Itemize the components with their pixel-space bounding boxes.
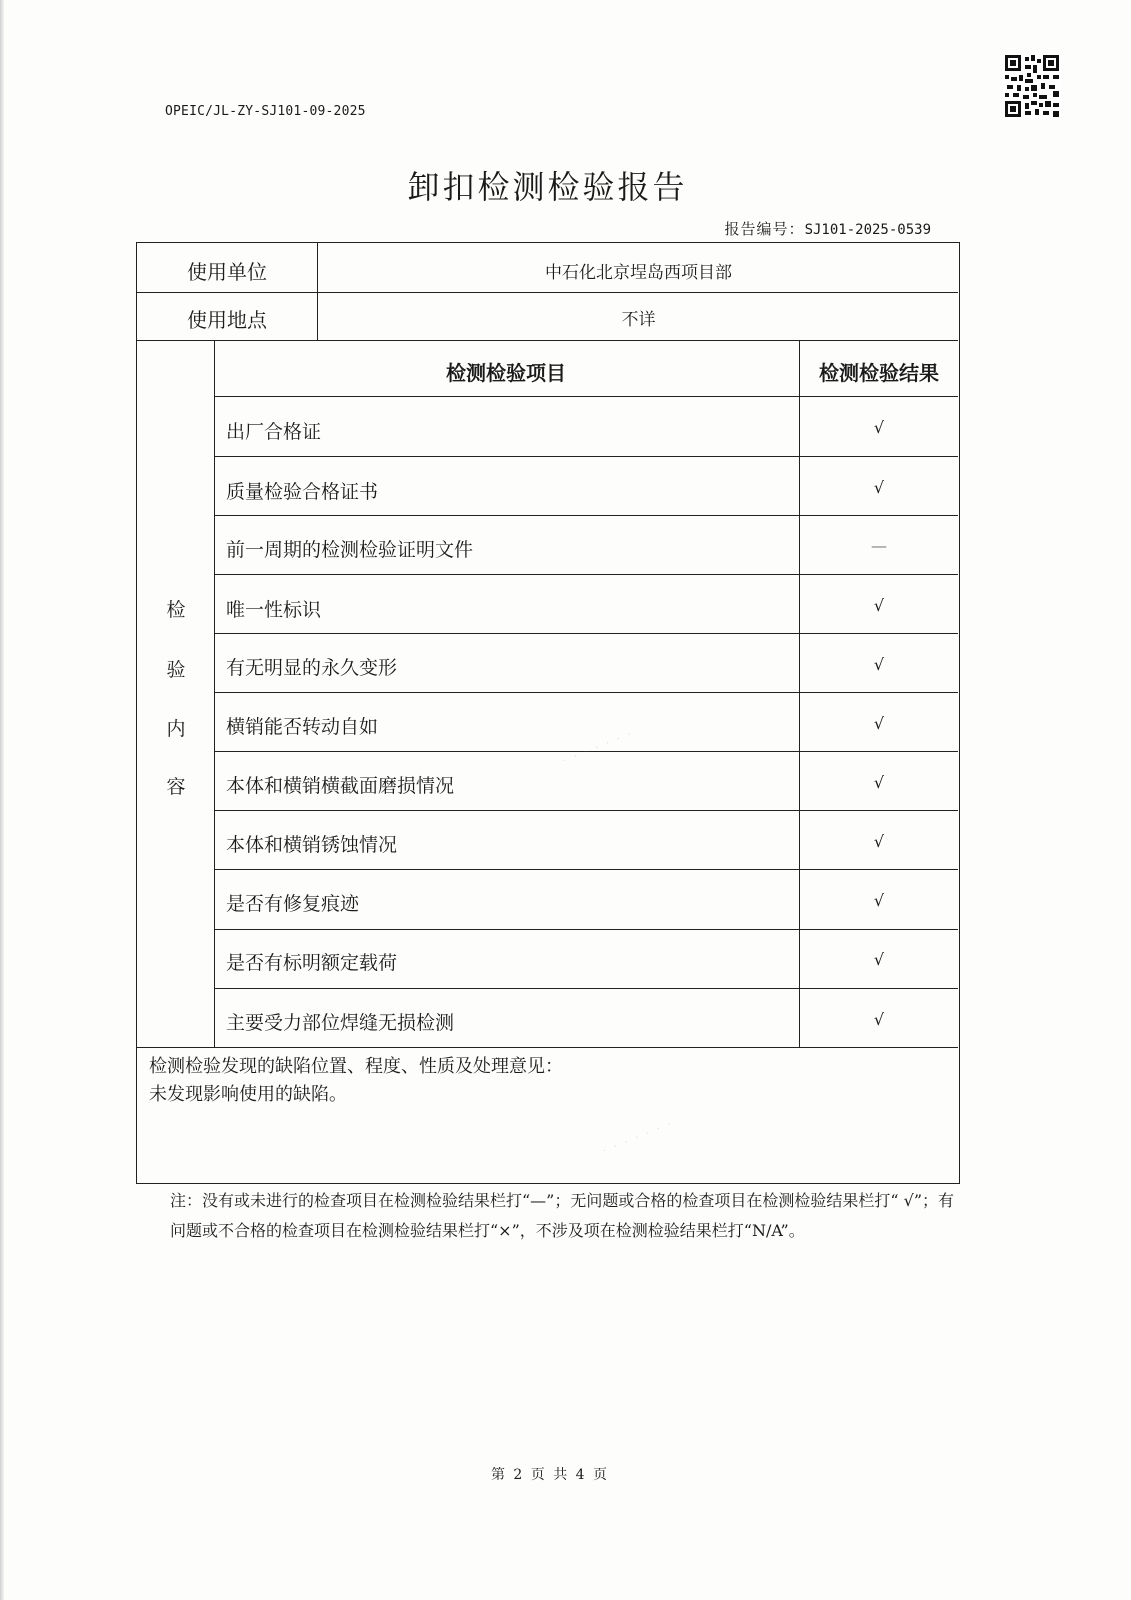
section-char-4: 容 [166, 776, 186, 798]
section-char-1: 检 [166, 599, 186, 621]
item-result: √ [873, 478, 885, 497]
header-item: 检测检验项目 [446, 361, 566, 385]
findings-label: 检测检验发现的缺陷位置、程度、性质及处理意见： [149, 1056, 563, 1077]
site-label: 使用地点 [187, 308, 267, 332]
scan-artifact: · · · · · · · [560, 726, 636, 768]
item-result: √ [873, 418, 885, 437]
item-result: — [871, 536, 887, 555]
site-value: 不详 [621, 310, 656, 330]
page-footer: 第 2 页 共 4 页 [490, 1467, 610, 1483]
findings-value: 未发现影响使用的缺陷。 [149, 1084, 347, 1105]
item-result: √ [873, 950, 885, 969]
report-title: 卸扣检测检验报告 [407, 168, 688, 206]
unit-value: 中石化北京埕岛西项目部 [545, 263, 732, 283]
item-name: 前一周期的检测检验证明文件 [226, 539, 474, 561]
item-name: 本体和横销横截面磨损情况 [226, 775, 455, 797]
report-number-label: 报告编号： [724, 220, 805, 238]
header-result: 检测检验结果 [819, 361, 939, 385]
item-name: 质量检验合格证书 [226, 481, 379, 503]
item-result: √ [873, 1010, 885, 1029]
item-name: 唯一性标识 [226, 599, 322, 621]
section-char-3: 内 [166, 718, 186, 740]
report-number-value: SJ101-2025-0539 [804, 222, 931, 238]
report-number [725, 218, 931, 239]
item-name: 是否有标明额定载荷 [226, 952, 398, 974]
item-result: √ [873, 773, 885, 792]
section-char-2: 验 [166, 659, 186, 681]
item-result: √ [873, 714, 885, 733]
scan-edge [0, 0, 4, 1600]
qr-code-icon [1003, 53, 1061, 119]
item-name: 出厂合格证 [226, 421, 322, 443]
scan-artifact: · · · · · · · [600, 1116, 676, 1158]
item-name: 横销能否转动自如 [226, 716, 379, 738]
item-name: 有无明显的永久变形 [226, 657, 398, 679]
unit-label: 使用单位 [187, 260, 267, 284]
document-code: OPEIC/JL-ZY-SJ101-09-2025 [165, 104, 366, 119]
item-result: √ [873, 655, 885, 674]
item-result: √ [873, 596, 885, 615]
item-name: 是否有修复痕迹 [226, 893, 360, 915]
legend-note: 注：没有或未进行的检查项目在检测检验结果栏打“—”；无问题或合格的检查项目在检测检验结果栏打“ √”；有问题或不合格的检查项目在检测检验结果栏打“×”，不涉及项在检测检验结果栏打“N/A”。 [170, 1191, 955, 1240]
item-name: 本体和横销锈蚀情况 [226, 834, 398, 856]
item-result: √ [873, 891, 885, 910]
item-result: √ [873, 832, 885, 851]
item-name: 主要受力部位焊缝无损检测 [226, 1012, 455, 1034]
